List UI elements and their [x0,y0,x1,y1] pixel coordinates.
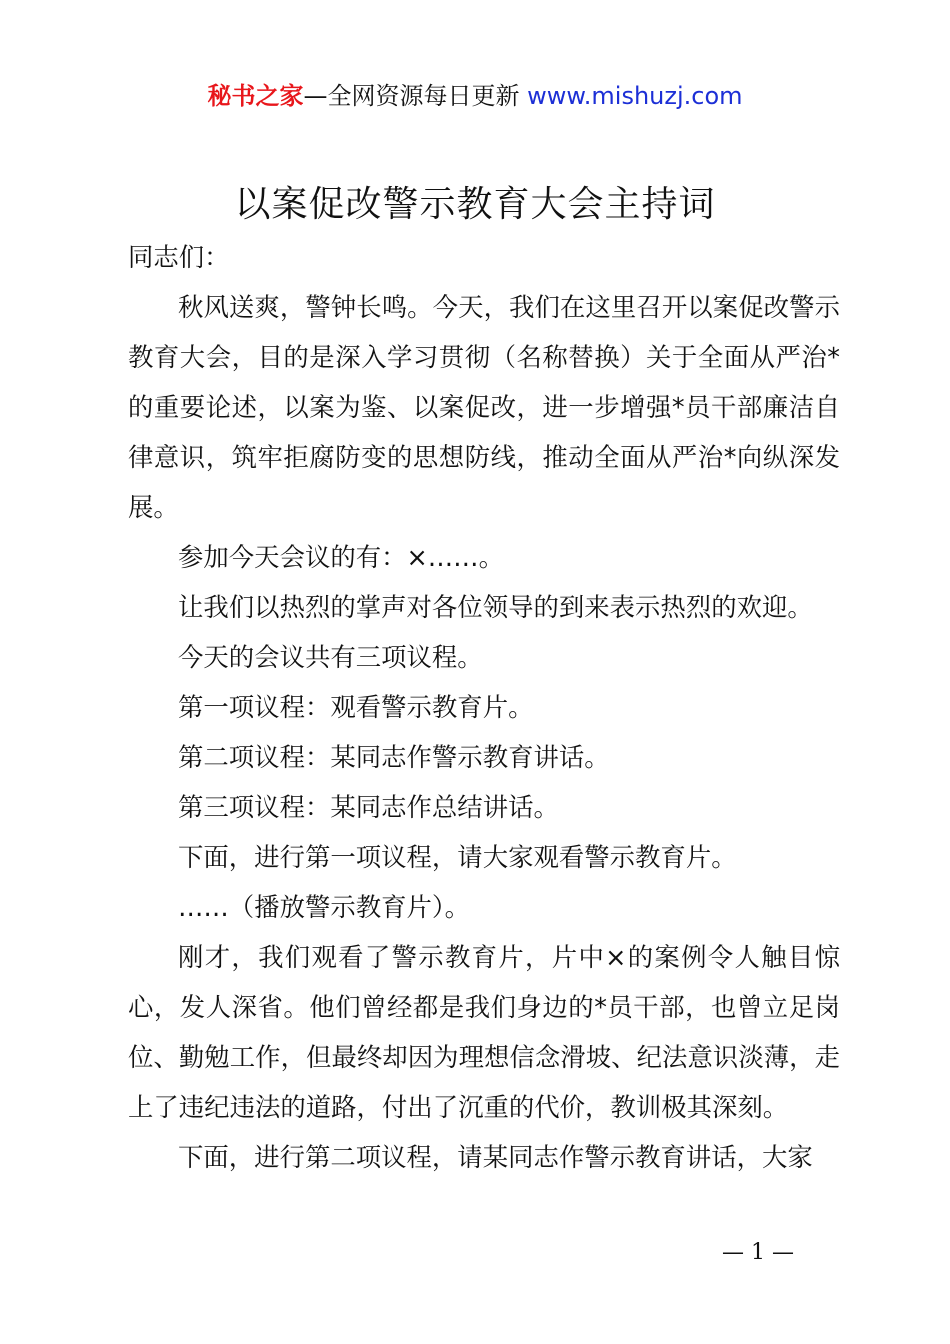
agenda-item-2: 第二项议程：某同志作警示教育讲话。 [178,742,610,772]
paragraph: 刚才，我们观看了警示教育片，片中×的案例令人触目惊心，发人深省。他们曾经都是我们身边的*员干部，也曾立足岗位、勤勉工作，但最终却因为理想信念滑坡、纪法意识淡薄，走上了违纪违法的道路，付出了沉重的代价，教训极其深刻。 [128,942,840,1122]
agenda-item-3: 第三项议程：某同志作总结讲话。 [178,792,559,822]
paragraph: ……（播放警示教育片）。 [178,892,470,922]
agenda-item-1: 第一项议程：观看警示教育片。 [178,692,534,722]
site-url-link[interactable]: www.mishuzj.com [527,82,743,110]
site-header [0,78,950,114]
document-body [128,232,840,1182]
paragraph: 秋风送爽，警钟长鸣。今天，我们在这里召开以案促改警示教育大会，目的是深入学习贯彻（名称替换）关于全面从严治*的重要论述，以案为鉴、以案促改，进一步增强*员干部廉洁自律意识，筑牢拒腐防变的思想防线，推动全面从严治*向纵深发展。 [128,292,840,522]
paragraph: 今天的会议共有三项议程。 [178,642,483,672]
paragraph: 下面，进行第二项议程，请某同志作警示教育讲话，大家 [178,1142,813,1172]
document-title: 以案促改警示教育大会主持词 [234,184,716,225]
paragraph: 参加今天会议的有：×……。 [178,542,504,572]
salutation: 同志们： [128,242,230,272]
brand-name: 秘书之家 [207,82,304,110]
paragraph: 让我们以热烈的掌声对各位领导的到来表示热烈的欢迎。 [178,592,813,622]
page-number: — 1 — [722,1240,794,1265]
paragraph: 下面，进行第一项议程，请大家观看警示教育片。 [178,842,737,872]
header-tagline: —全网资源每日更新 [303,82,520,110]
